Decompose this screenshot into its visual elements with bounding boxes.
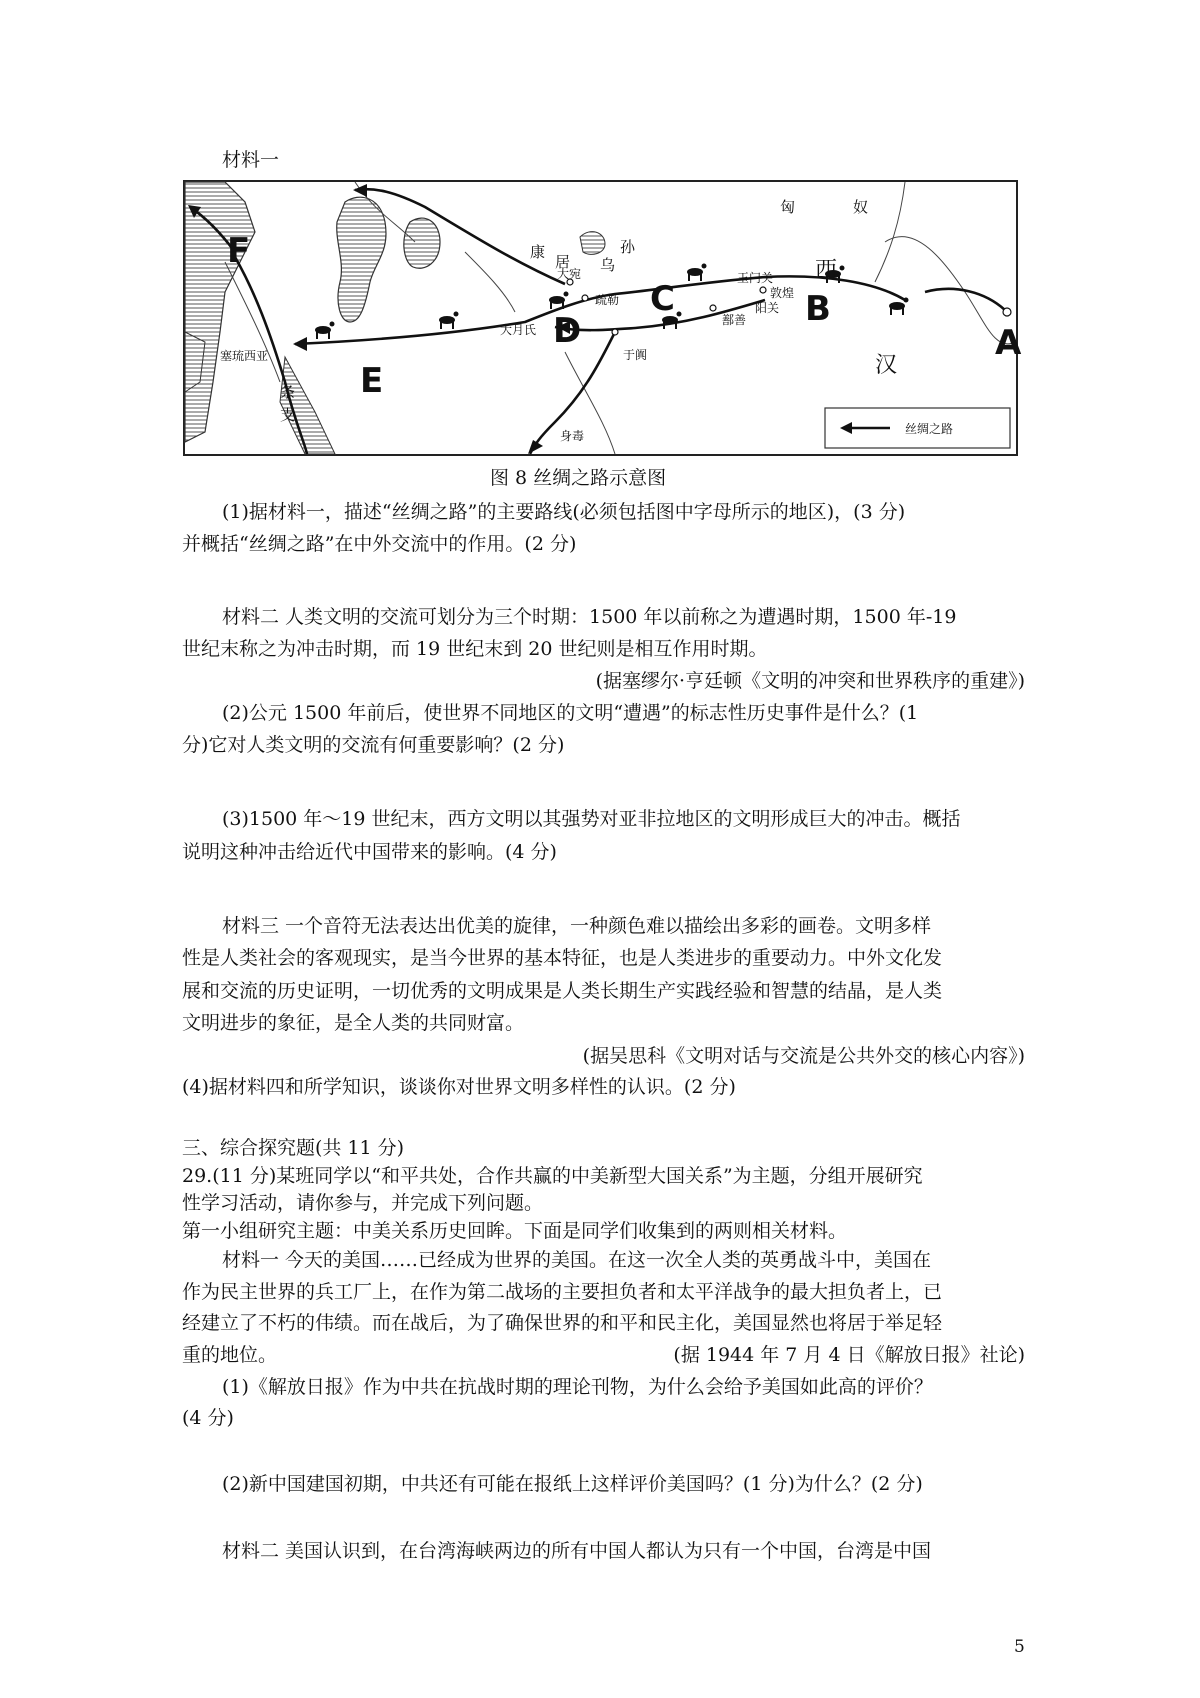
material3-line-2: 性是人类社会的客观现实，是当今世界的基本特征，也是人类进步的重要动力。中外文化发 <box>182 947 943 969</box>
town-shanshan <box>710 305 716 311</box>
q1-line-2: 并概括“丝绸之路”在中外交流中的作用。(2 分) <box>182 533 577 555</box>
letter-d: D <box>553 311 582 351</box>
label-seleucid: 塞琉西亚 <box>220 349 269 363</box>
q4-line: (4)据材料四和所学知识，谈谈你对世界文明多样性的认识。(2 分) <box>182 1076 736 1098</box>
label-xiongnu-1: 匈 <box>780 198 796 216</box>
material2-line-2: 世纪末称之为冲击时期，而 19 世纪末到 20 世纪则是相互作用时期。 <box>182 638 768 660</box>
q2-line-2: 分)它对人类文明的交流有何重要影响？(2 分) <box>182 734 565 756</box>
q2-line-1: (2)公元 1500 年前后，使世界不同地区的文明“遭遇”的标志性历史事件是什么？(1 <box>222 702 919 724</box>
label-tiaozhi-2: 支 <box>280 406 296 424</box>
silk-road-map <box>183 180 1022 456</box>
page-number: 5 <box>1014 1637 1025 1657</box>
section-3-heading: 三、综合探究题(共 11 分) <box>182 1137 405 1159</box>
news1-line-2: 作为民主世界的兵工厂上，在作为第二战场的主要担负者和太平洋战争的最大担负者上，已 <box>182 1281 943 1303</box>
q29-line-2: 性学习活动，请你参与，并完成下列问题。 <box>182 1192 544 1214</box>
label-yutian: 于阗 <box>623 348 648 362</box>
letter-a: A <box>995 323 1022 363</box>
q3-line-2: 说明这种冲击给近代中国带来的影响。(4 分) <box>182 841 557 863</box>
balkhash-lake <box>580 232 605 255</box>
caspian-sea <box>337 197 386 322</box>
aral-sea <box>404 218 440 268</box>
material2-line-1: 材料二 人类文明的交流可划分为三个时期：1500 年以前称之为遭遇时期，1500 年-19 <box>222 606 957 628</box>
label-tiaozhi-1: 条 <box>280 383 296 401</box>
news1-line-4: 重的地位。 <box>182 1344 278 1366</box>
news1-source: (据 1944 年 7 月 4 日《解放日报》社论) <box>673 1344 1025 1366</box>
river-2 <box>465 252 515 312</box>
q1-line-1: (1)据材料一，描述“丝绸之路”的主要路线(必须包括图中字母所示的地区)，(3 分) <box>222 501 906 523</box>
label-sun: 孙 <box>620 238 636 256</box>
label-xi: 西 <box>815 258 838 283</box>
letter-e: E <box>360 361 384 401</box>
label-dayuezhi: 大月氏 <box>500 323 537 337</box>
news2-line-1: 材料二 美国认识到，在台湾海峡两边的所有中国人都认为只有一个中国，台湾是中国 <box>222 1540 932 1562</box>
q3-line-1: (3)1500 年～19 世纪末，西方文明以其强势对亚非拉地区的文明形成巨大的冲击。概括 <box>222 808 961 830</box>
q29-line-1: 29.(11 分)某班同学以“和平共处，合作共赢的中美新型大国关系”为主题，分组开展研究 <box>182 1165 923 1187</box>
p1-line-2: (4 分) <box>182 1407 234 1429</box>
label-shanshan: 鄯善 <box>722 313 747 327</box>
label-shule: 疏勒 <box>595 293 620 307</box>
material1-heading: 材料一 <box>222 149 280 171</box>
letter-f: F <box>227 231 251 271</box>
label-dawan: 大宛 <box>557 267 582 281</box>
town-a <box>1003 308 1011 316</box>
camel-icon-7 <box>889 298 909 316</box>
western-sea <box>185 182 255 442</box>
camel-icon-1 <box>315 322 335 340</box>
label-yumenguan: 玉门关 <box>737 271 774 285</box>
town-dunhuang <box>760 287 766 293</box>
letter-c: C <box>650 279 675 319</box>
news1-line-3: 经建立了不朽的伟绩。而在战后，为了确保世界的和平和民主化，美国显然也将居于举足轻 <box>182 1312 943 1334</box>
material2-source: (据塞缪尔·亨廷顿《文明的冲突和世界秩序的重建》) <box>595 670 1025 692</box>
group1-heading: 第一小组研究主题：中美关系历史回眸。下面是同学们收集到的两则相关材料。 <box>182 1220 848 1242</box>
material3-source: (据吴思科《文明对话与交流是公共外交的核心内容》) <box>582 1045 1025 1067</box>
letter-b: B <box>805 289 831 329</box>
camel-icon-4 <box>687 264 707 282</box>
label-han: 汉 <box>875 353 898 378</box>
material3-line-1: 材料三 一个音符无法表达出优美的旋律，一种颜色难以描绘出多彩的画卷。文明多样 <box>222 915 932 937</box>
arrowhead-west <box>293 337 307 351</box>
news1-line-1: 材料一 今天的美国……已经成为世界的美国。在这一次全人类的英勇战斗中，美国在 <box>222 1249 932 1271</box>
map-legend <box>825 408 1010 448</box>
town-yutian <box>612 329 618 335</box>
label-yangguan: 阳关 <box>755 301 780 315</box>
material3-line-3: 展和交流的历史证明，一切优秀的文明成果是人类长期生产实践经验和智慧的结晶，是人类 <box>182 980 943 1002</box>
label-kang: 康 <box>530 243 546 261</box>
river-5 <box>225 262 280 382</box>
label-xiongnu-2: 奴 <box>853 198 869 216</box>
p1-line-1: (1)《解放日报》作为中共在抗战时期的理论刊物，为什么会给予美国如此高的评价？ <box>222 1376 933 1398</box>
arrowhead-north <box>353 184 367 197</box>
label-shendu: 身毒 <box>560 429 585 443</box>
legend-label: 丝绸之路 <box>905 422 954 436</box>
label-ju: 居 <box>555 253 571 271</box>
label-wu: 乌 <box>600 256 616 274</box>
map-caption: 图 8 丝绸之路示意图 <box>490 467 667 489</box>
camel-icon-2 <box>439 312 459 330</box>
p2-line: (2)新中国建国初期，中共还有可能在报纸上这样评价美国吗？(1 分)为什么？(2 分) <box>222 1473 923 1495</box>
town-shule <box>582 295 588 301</box>
arrowhead-india <box>528 440 543 454</box>
label-dunhuang: 敦煌 <box>770 286 795 300</box>
material3-line-4: 文明进步的象征，是全人类的共同财富。 <box>182 1012 525 1034</box>
river-4 <box>875 182 905 282</box>
